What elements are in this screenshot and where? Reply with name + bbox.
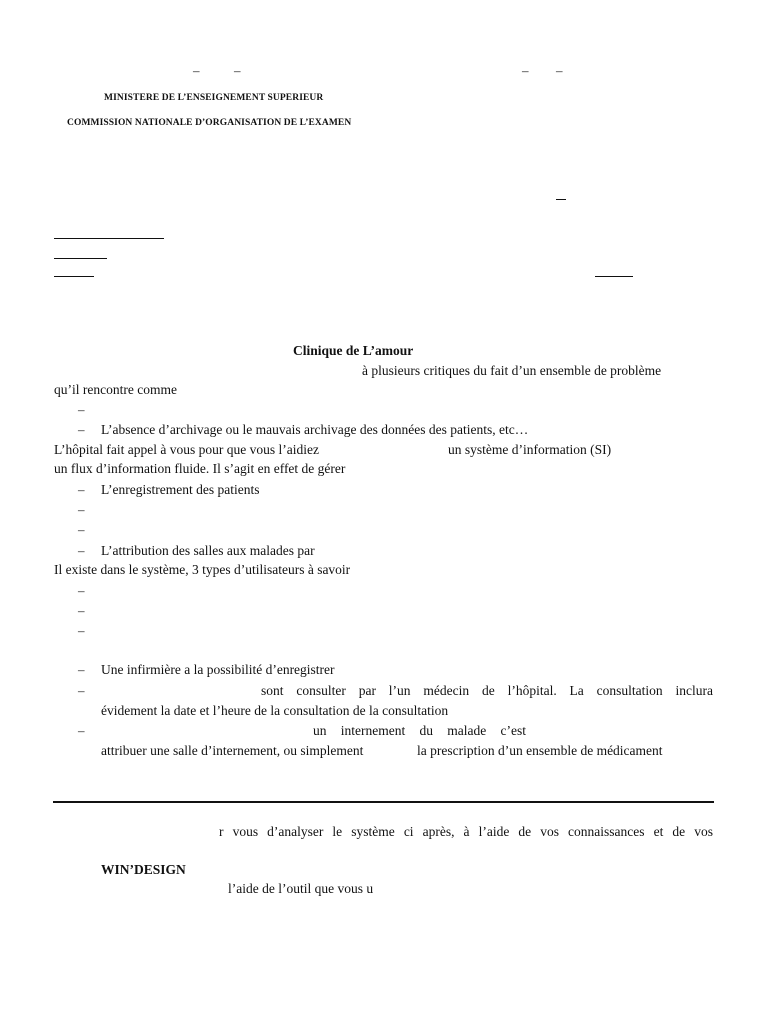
tool-name: WIN’DESIGN bbox=[101, 862, 186, 877]
commission-title: COMMISSION NATIONALE D’ORGANISATION DE L’EXAMEN bbox=[67, 118, 352, 128]
task-item: L’attribution des salles aux malades par bbox=[101, 543, 315, 558]
bullet-dash: – bbox=[78, 662, 85, 677]
bullet-dash: – bbox=[78, 723, 85, 738]
bullet-dash: – bbox=[78, 522, 85, 537]
blank-line bbox=[595, 276, 633, 277]
bullet-dash: – bbox=[78, 603, 85, 618]
task-line: r vous d’analyser le système ci après, à l’aide de vos connaissances et de vos bbox=[219, 824, 713, 839]
blank-line bbox=[54, 258, 107, 259]
rule-item: attribuer une salle d’internement, ou simplement bbox=[101, 743, 364, 758]
blank-line bbox=[54, 238, 164, 239]
section-divider bbox=[53, 801, 714, 803]
users-intro: Il existe dans le système, 3 types d’utilisateurs à savoir bbox=[54, 562, 351, 577]
header-dash: – bbox=[556, 63, 563, 78]
bullet-dash: – bbox=[78, 683, 85, 698]
rule-item: la prescription d’un ensemble de médicament bbox=[417, 743, 663, 758]
header-dash: – bbox=[193, 63, 200, 78]
bullet-dash: – bbox=[78, 543, 85, 558]
intro-line: à plusieurs critiques du fait d’un ensemble de problème bbox=[362, 363, 662, 378]
appeal-line: L’hôpital fait appel à vous pour que vous l’aidiez bbox=[54, 442, 319, 457]
appeal-line: un système d’information (SI) bbox=[448, 442, 612, 457]
rule-item: sont consulter par l’un médecin de l’hôpital. La consultation inclura bbox=[261, 683, 713, 698]
rule-item: Une infirmière a la possibilité d’enregistrer bbox=[101, 662, 335, 677]
bullet-dash: – bbox=[78, 502, 85, 517]
rule-item: évidement la date et l’heure de la consultation de la consultation bbox=[101, 703, 449, 718]
bullet-dash: – bbox=[78, 482, 85, 497]
bullet-dash: – bbox=[78, 583, 85, 598]
blank-line bbox=[54, 276, 94, 277]
task-item: L’enregistrement des patients bbox=[101, 482, 260, 497]
flow-line: un flux d’information fluide. Il s’agit en effet de gérer bbox=[54, 461, 346, 476]
clinic-title: Clinique de L’amour bbox=[293, 343, 414, 358]
header-dash: – bbox=[234, 63, 241, 78]
problem-item: L’absence d’archivage ou le mauvais archivage des données des patients, etc… bbox=[101, 422, 529, 437]
intro-line: qu’il rencontre comme bbox=[54, 382, 177, 397]
ministry-title: MINISTERE DE L’ENSEIGNEMENT SUPERIEUR bbox=[104, 93, 324, 103]
bullet-dash: – bbox=[78, 422, 85, 437]
rule-item: un internement du malade c’est bbox=[313, 723, 526, 738]
bullet-dash: – bbox=[78, 623, 85, 638]
blank-line bbox=[556, 199, 566, 200]
bullet-dash: – bbox=[78, 402, 85, 417]
header-dash: – bbox=[522, 63, 529, 78]
tool-line: l’aide de l’outil que vous u bbox=[228, 881, 374, 896]
